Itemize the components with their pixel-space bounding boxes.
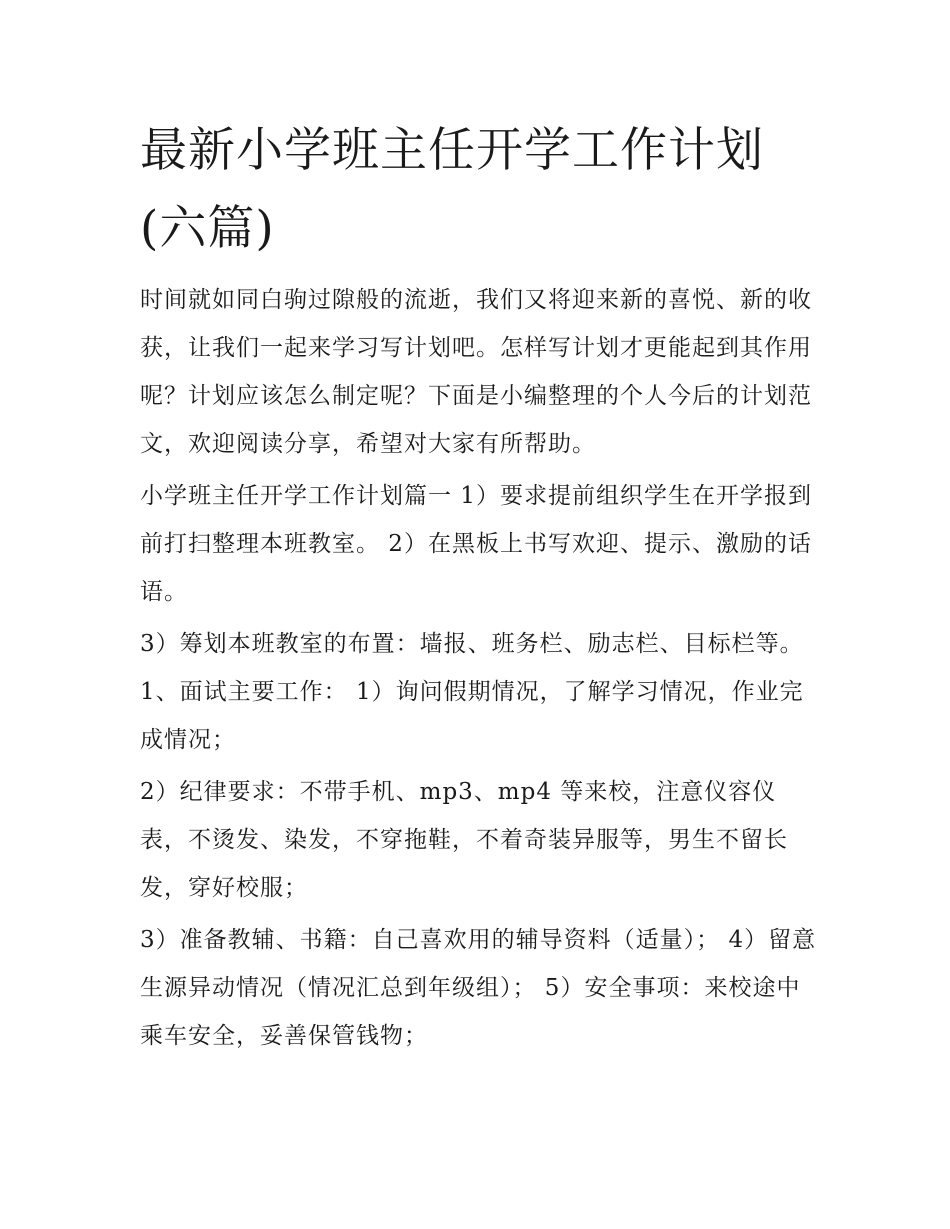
- document-page: [140, 112, 820, 1064]
- body-paragraph: 2）纪律要求：不带手机、mp3、mp4 等来校，注意仪容仪表，不烫发、染发，不穿拖鞋，不着奇装异服等，男生不留长发，穿好校服；: [140, 779, 788, 901]
- body-paragraph: 3）筹划本班教室的布置：墙报、班务栏、励志栏、目标栏等。 1、面试主要工作： 1）询问假期情况，了解学习情况，作业完成情况；: [140, 631, 804, 753]
- document-title: 最新小学班主任开学工作计划(六篇): [140, 123, 764, 256]
- body-paragraph: 3）准备教辅、书籍：自己喜欢用的辅导资料（适量）； 4）留意生源异动情况（情况汇总到年级组）； 5）安全事项：来校途中乘车安全，妥善保管钱物；: [140, 927, 817, 1049]
- intro-paragraph: 时间就如同白驹过隙般的流逝，我们又将迎来新的喜悦、新的收获，让我们一起来学习写计划吧。怎样写计划才更能起到其作用呢？计划应该怎么制定呢？下面是小编整理的个人今后的计划范文，欢迎阅读分享，希望对大家有所帮助。: [140, 287, 812, 457]
- body-paragraph: 小学班主任开学工作计划篇一 1）要求提前组织学生在开学报到前打扫整理本班教室。 2）在黑板上书写欢迎、提示、激励的话语。: [140, 483, 812, 605]
